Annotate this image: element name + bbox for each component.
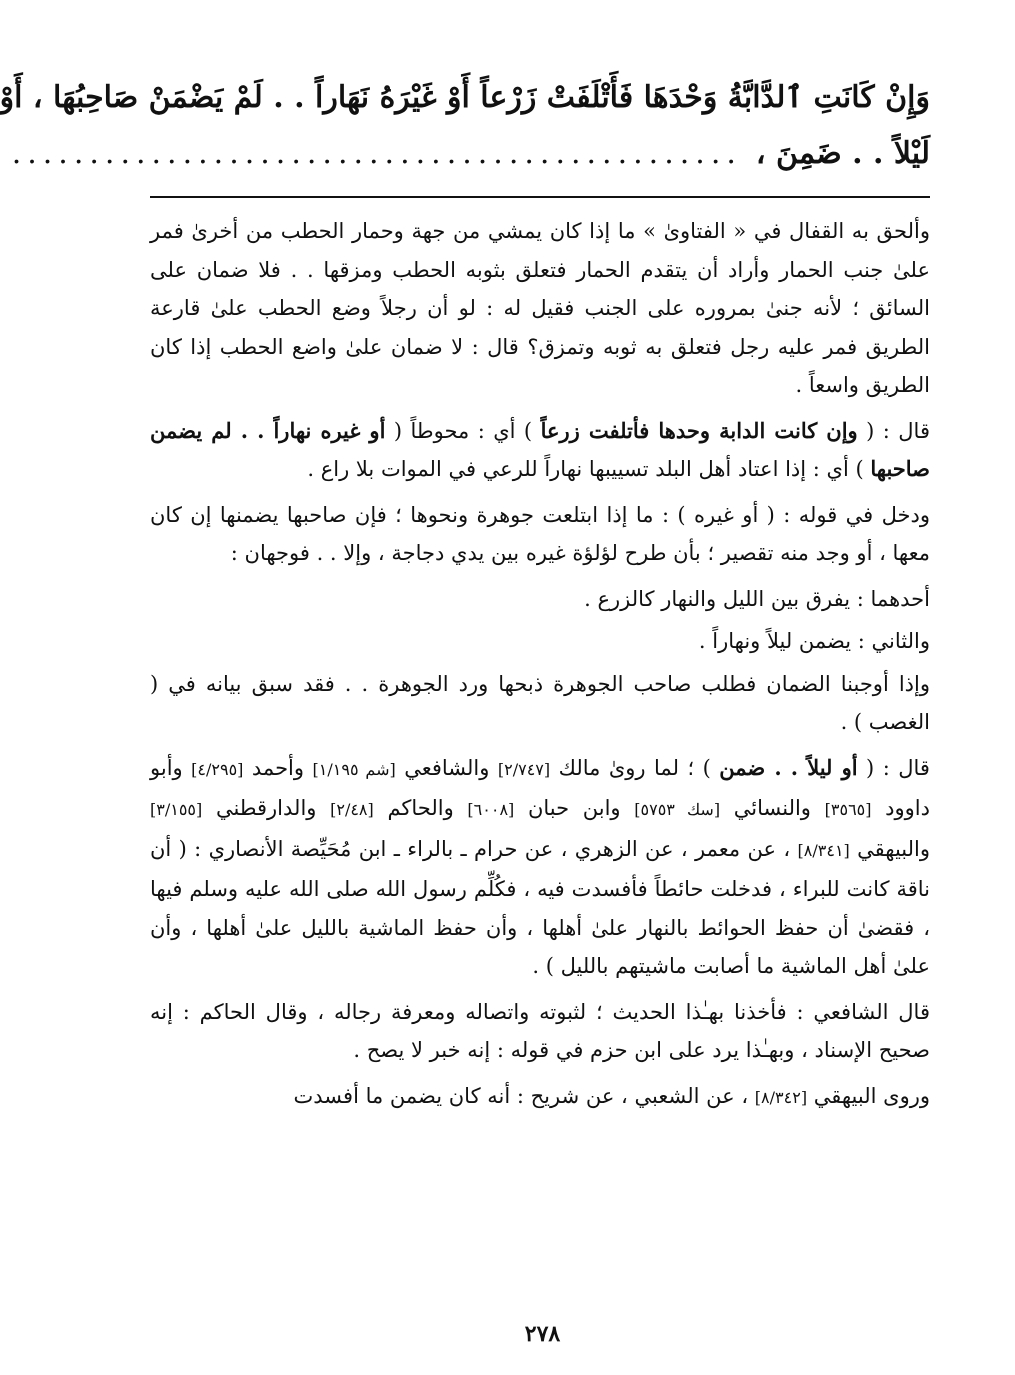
book-page	[0, 70, 930, 1345]
reference: [٣/١٥٥]	[150, 800, 203, 819]
reference: [٦٠٠٨]	[467, 800, 515, 819]
commentary-option-2: والثاني : يضمن ليلاً ونهاراً .	[698, 629, 930, 653]
reference: [٢/٤٨]	[330, 800, 374, 819]
text-run: ) ؛ لما روىٰ مالك	[558, 755, 711, 780]
page-number: ٢٧٨	[524, 1321, 561, 1347]
reference: [٣٥٦٥]	[824, 800, 872, 819]
commentary-option-1: أحدهما : يفرق بين الليل والنهار كالزرع .	[584, 586, 930, 611]
text-run: ) أي : محوطاً (	[393, 418, 533, 443]
text-run: ) أي : إذا اعتاد أهل البلد تسييبها نهاراً للرعي في الموات بلا راع .	[307, 457, 864, 481]
commentary-paragraph-2	[150, 412, 930, 489]
commentary-paragraph-7	[150, 749, 930, 986]
reference: [٨/٣٤٢]	[754, 1087, 808, 1107]
text-run: والشافعي	[404, 755, 490, 780]
text-run: ، عن معمر ، عن الزهري ، عن حرام ـ بالراء ـ ابن مُحَيِّصة الأنصاري : ( أن ناقة كانت للبراء ، فدخلت حائطاً فأفسدت فيه ، فكُلِّم رسول الله صلى الله عليه وسلم فيها ، فقضىٰ أن حفظ الحوائط بالنهار علىٰ أهلها ، وأن حفظ الماشية بالليل علىٰ أهلها ، وأن علىٰ أهل الماشية ما أصابت ماشيتهم بالليل ) .	[150, 836, 930, 978]
reference: [سك ٥٧٥٣]	[634, 800, 721, 819]
quoted-text: أو غيره نهاراً . . لم يضمن صاحبها	[150, 417, 930, 481]
commentary-paragraph-3: ودخل في قوله : ( أو غيره ) : ما إذا ابتلعت جوهرة ونحوها ؛ فإن صاحبها يضمنها إن كان معها ، أو وجد منه تقصير ؛ بأن طرح لؤلؤة غيره بين يدي دجاجة ، وإلا . . فوجهان :	[150, 502, 930, 565]
commentary-paragraph-6: وإذا أوجبنا الضمان فطلب صاحب الجوهرة ذبحها ورد الجوهرة . . فقد سبق بيانه في ( الغصب ) .	[150, 671, 930, 734]
main-text-line-1: وَإِنْ كَانَتِ ٱلدَّابَّةُ وَحْدَهَا فَأَتْلَفَتْ زَرْعاً أَوْ غَيْرَهُ نَهَاراً . . لَمْ يَضْمَنْ صَاحِبُهَا ، أَوْ	[0, 80, 930, 115]
commentary-paragraph-1: وألحق به القفال في « الفتاوىٰ » ما إذا كان يمشي من جهة وحمار الحطب من أخرىٰ فمر علىٰ جنب الحمار وأراد أن يتقدم الحمار فتعلق بثوبه الحطب ومزقها . . فلا ضمان على السائق ؛ لأنه جنىٰ بمروره على الجنب فقيل له : لو أن رجلاً وضع الحطب علىٰ قارعة الطريق فمر عليه رجل فتعلق به ثوبه وتمزق؟ قال : لا ضمان علىٰ واضع الحطب إذا كان الطريق واسعاً .	[150, 219, 930, 397]
quoted-text: أو ليلاً . . ضمن	[719, 754, 858, 780]
text-run: وابن حبان	[527, 796, 621, 820]
text-run: ، عن الشعبي ، عن شريح : أنه كان يضمن ما أفسدت	[293, 1083, 749, 1108]
main-text	[0, 70, 930, 182]
commentary-text	[150, 212, 930, 1117]
text-run: والبيهقي	[857, 836, 930, 861]
quoted-text: وإن كانت الدابة وحدها فأتلفت زرعاً	[540, 417, 858, 443]
dotted-leader: ...............................................	[11, 136, 742, 171]
reference: [٨/٣٤١]	[797, 840, 850, 860]
commentary-paragraph-8: قال الشافعي : فأخذنا بهـٰذا الحديث ؛ لثبوته واتصاله ومعرفة رجاله ، وقال الحاكم : إنه صحيح الإسناد ، وبهـٰذا يرد على ابن حزم في قوله : إنه خبر لا يصح .	[150, 999, 930, 1062]
text-run: وأحمد	[251, 755, 305, 780]
reference: [شم ١/١٩٥]	[312, 759, 396, 779]
text-run: والدارقطني	[215, 796, 317, 820]
text-run: وأبو داوود	[150, 755, 930, 820]
main-text-line-2	[11, 126, 930, 182]
section-divider	[150, 196, 930, 198]
main-text-line-2-words: لَيْلاً . . ضَمِنَ ،	[755, 136, 930, 171]
commentary-paragraph-9	[150, 1077, 930, 1118]
text-run: وروى البيهقي	[813, 1083, 930, 1108]
text-run: قال : (	[866, 755, 930, 780]
text-run: والحاكم	[387, 796, 454, 820]
text-run: والنسائي	[733, 796, 811, 820]
text-run: قال : (	[866, 418, 930, 443]
reference: [٢/٧٤٧]	[497, 759, 551, 779]
reference: [٤/٢٩٥]	[191, 759, 244, 779]
